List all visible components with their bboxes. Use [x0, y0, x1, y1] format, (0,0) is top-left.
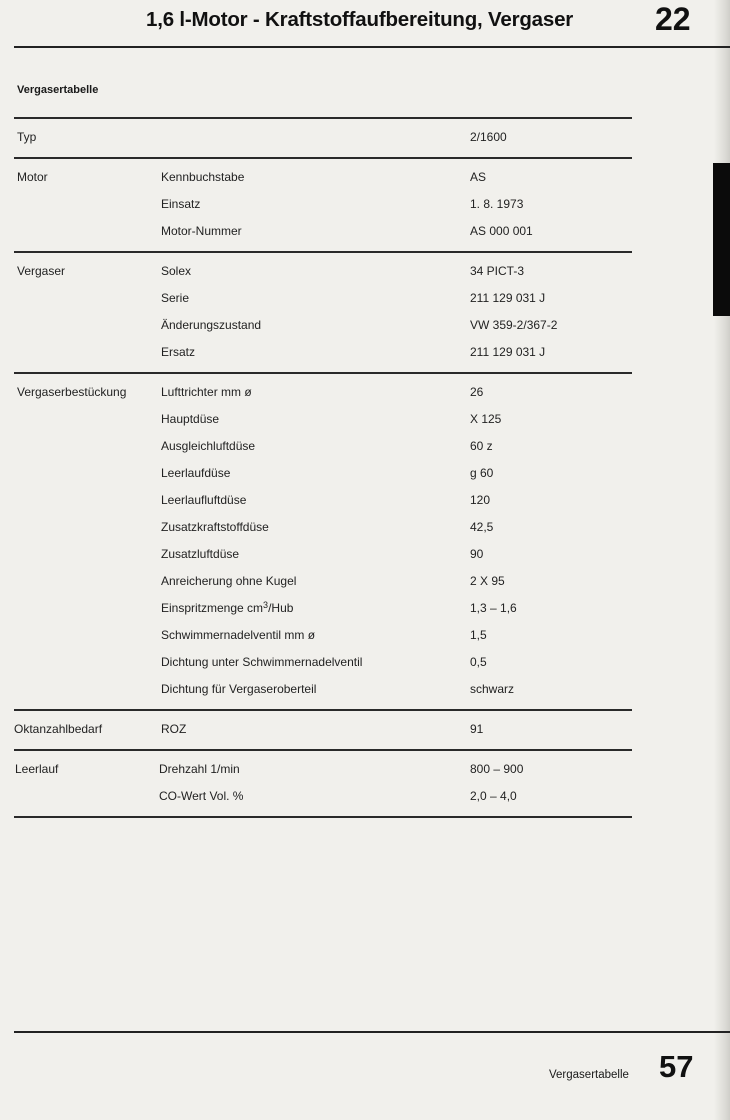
param-label: Leerlaufdüse [161, 466, 231, 480]
param-value: 211 129 031 J [470, 291, 546, 305]
param-value: 0,5 [470, 655, 487, 669]
param-value: 60 z [470, 439, 493, 453]
table-row [14, 716, 632, 743]
param-label: Motor-Nummer [161, 224, 242, 238]
table-row [14, 649, 632, 676]
table-row [14, 676, 632, 703]
table-group-oktanzahlbedarf [14, 711, 632, 749]
param-value: 1,5 [470, 628, 487, 642]
param-label-text: Einspritzmenge cm [161, 601, 264, 615]
table-row [14, 622, 632, 649]
table-row [14, 312, 632, 339]
param-label: Ausgleichluftdüse [161, 439, 256, 453]
page-number: 57 [659, 1049, 694, 1084]
param-label: Hauptdüse [161, 412, 220, 426]
table-row [14, 258, 632, 285]
param-label: Kennbuchstabe [161, 170, 245, 184]
chapter-thumb-tab [713, 163, 730, 316]
param-label: Zusatzluftdüse [161, 547, 240, 561]
group-label: Vergaser [17, 264, 66, 278]
group-label: Oktanzahlbedarf [14, 722, 103, 736]
param-value: 211 129 031 J [470, 345, 546, 359]
page-header-title: 1,6 l-Motor - Kraftstoffaufbereitung, Vergaser [146, 8, 574, 31]
table-group-leerlauf [14, 751, 632, 816]
group-label: Vergaserbestückung [17, 385, 127, 399]
carburetor-spec-table [14, 117, 632, 818]
param-value: 91 [470, 722, 484, 736]
param-label: Änderungszustand [161, 318, 262, 332]
table-row [14, 595, 632, 622]
param-value: AS 000 001 [470, 224, 533, 238]
param-label: Einsatz [161, 197, 201, 211]
table-row [14, 218, 632, 245]
param-value: 90 [470, 547, 484, 561]
param-label: Ersatz [161, 345, 196, 359]
param-label: Leerlaufluftdüse [161, 493, 247, 507]
table-group-vergaserbestueckung [14, 374, 632, 709]
group-label: Leerlauf [15, 762, 59, 776]
table-row [14, 339, 632, 366]
param-value: 2,0 – 4,0 [470, 789, 517, 803]
param-value: g 60 [470, 466, 494, 480]
param-value: AS [470, 170, 487, 184]
table-row [14, 124, 632, 151]
header-divider [14, 46, 730, 48]
table-group-vergaser [14, 253, 632, 372]
footer-divider [14, 1031, 730, 1033]
table-row [14, 164, 632, 191]
table-divider [14, 816, 632, 818]
param-label-suffix: /Hub [268, 601, 294, 615]
group-label: Motor [17, 170, 48, 184]
table-row [14, 433, 632, 460]
param-value: 42,5 [470, 520, 494, 534]
param-label: ROZ [161, 722, 187, 736]
table-row [14, 568, 632, 595]
param-value: 1. 8. 1973 [470, 197, 524, 211]
param-value: 2 X 95 [470, 574, 505, 588]
param-label: Drehzahl 1/min [159, 762, 240, 776]
param-label: Serie [161, 291, 190, 305]
param-label: Lufttrichter mm ø [161, 385, 252, 399]
table-group-typ [14, 119, 632, 157]
table-row [14, 285, 632, 312]
param-label: Solex [161, 264, 192, 278]
param-value: VW 359-2/367-2 [470, 318, 558, 332]
param-label-superscript: 3 [263, 600, 269, 610]
param-label: Dichtung unter Schwimmernadelventil [161, 655, 363, 669]
param-value: 26 [470, 385, 484, 399]
param-label [161, 595, 293, 622]
section-title: Vergasertabelle [17, 84, 99, 96]
table-row [14, 487, 632, 514]
table-row [14, 514, 632, 541]
table-row [14, 783, 632, 810]
table-group-motor [14, 159, 632, 251]
group-label: Typ [17, 130, 37, 144]
param-label: Dichtung für Vergaseroberteil [161, 682, 317, 696]
param-value: 120 [470, 493, 491, 507]
table-row [14, 756, 632, 783]
table-row [14, 379, 632, 406]
footer-section-label: Vergasertabelle [549, 1069, 629, 1081]
param-value: 34 PICT-3 [470, 264, 525, 278]
param-value: X 125 [470, 412, 502, 426]
param-value: 1,3 – 1,6 [470, 601, 517, 615]
param-label: Zusatzkraftstoffdüse [161, 520, 269, 534]
param-value: 2/1600 [470, 130, 507, 144]
table-row [14, 541, 632, 568]
table-row [14, 406, 632, 433]
param-value: schwarz [470, 682, 515, 696]
param-label: Anreicherung ohne Kugel [161, 574, 297, 588]
table-row [14, 191, 632, 218]
chapter-number: 22 [655, 1, 691, 37]
table-row [14, 460, 632, 487]
param-label: CO-Wert Vol. % [159, 789, 244, 803]
param-value: 800 – 900 [470, 762, 524, 776]
param-label: Schwimmernadelventil mm ø [161, 628, 316, 642]
